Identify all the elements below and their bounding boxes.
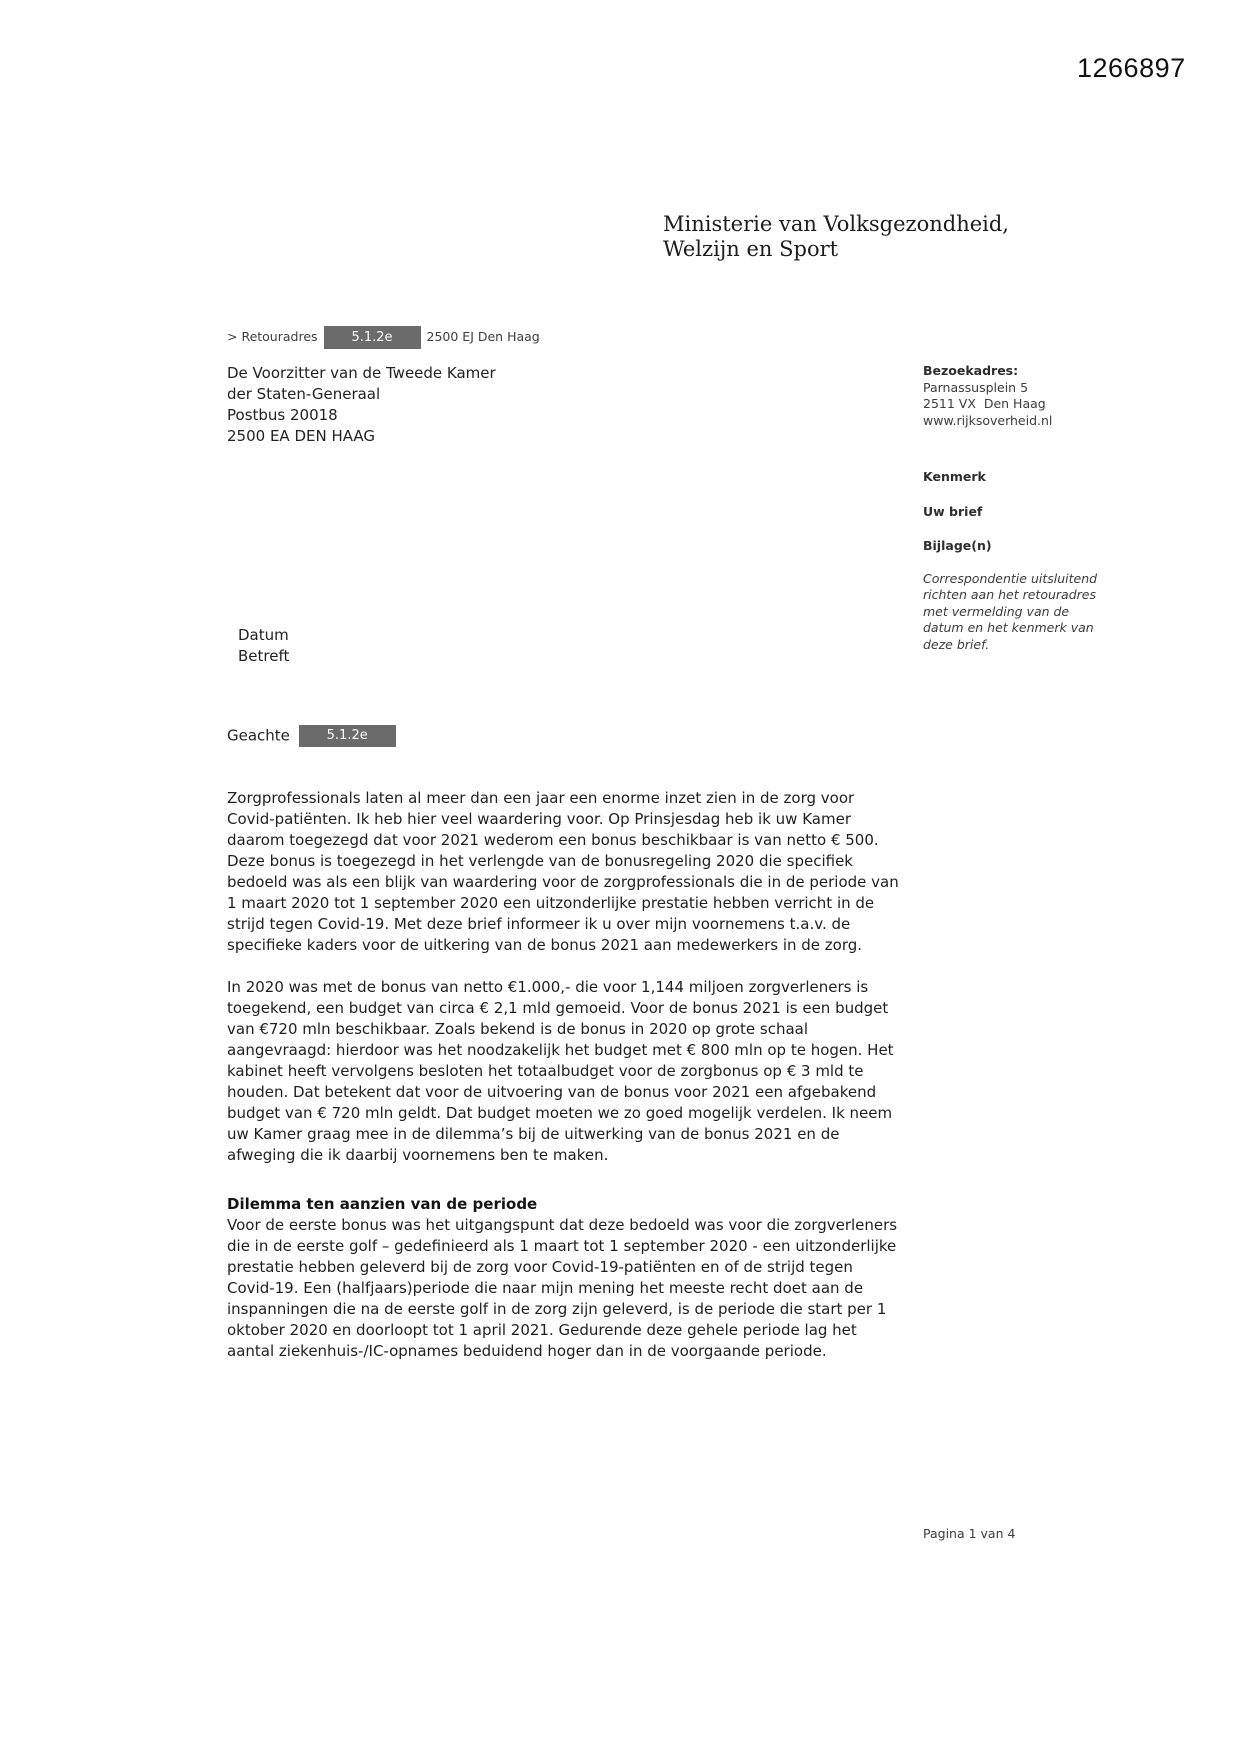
retouradres-suffix: 2500 EJ Den Haag <box>426 329 540 344</box>
bezoekadres-line: Parnassusplein 5 <box>923 379 1029 395</box>
bezoekadres-line: 2511 VX Den Haag <box>923 396 1046 411</box>
letter-meta <box>238 625 289 667</box>
ministry-name-line2: Welzijn en Sport <box>663 237 839 261</box>
body-paragraph: Voor de eerste bonus was het uitgangspunt dat deze bedoeld was voor die zorgverleners die in de eerste golf – gedefinieerd als 1 maart tot 1 september 2020 - een uitzonderlijke prestatie hebben geleverd bij de zorg voor Covid-19-patiënten en of de strijd tegen Covid-19. Een (halfjaars)periode die naar mijn mening het meeste recht doet aan de inspanningen die na de eerste golf in de zorg zijn geleverd, is de periode die start per 1 oktober 2020 en doorloopt tot 1 april 2021. Gedurende deze gehele periode lag het aantal ziekenhuis-/IC-opnames beduidend hoger dan in de voorgaande periode. <box>227 1216 898 1360</box>
recipient-line: der Staten-Generaal <box>227 385 381 403</box>
salutation-line <box>227 725 396 747</box>
body-paragraph: In 2020 was met de bonus van netto €1.000,- die voor 1,144 miljoen zorgverleners is toegekend, een budget van circa € 2,1 mld gemoeid. Voor de bonus 2021 is een budget van €720 mln beschikbaar. Zoals bekend is de bonus in 2020 op grote schaal aangevraagd: hierdoor was het noodzakelijk het budget met € 800 mln op te hogen. Het kabinet heeft vervolgens besloten het totaalbudget voor de zorgbonus op € 3 mld te houden. Dat betekent dat voor de uitvoering van de bonus voor 2021 een afgebakend budget van € 720 mln geldt. Dat budget moeten we zo goed mogelijk verdelen. Ik neem uw Kamer graag mee in de dilemma’s bij de uitwerking van de bonus 2021 en de afweging die ik daarbij voornemens ben te maken. <box>227 978 894 1164</box>
website-text: www.rijksoverheid.nl <box>923 412 1053 428</box>
recipient-address <box>227 363 496 447</box>
salutation-prefix: Geachte <box>227 726 290 745</box>
betreft-label: Betreft <box>238 647 290 665</box>
redaction-box: 5.1.2e <box>324 326 421 349</box>
info-sidebar <box>923 363 1113 653</box>
retouradres-line <box>227 325 540 349</box>
ministry-name-line1: Ministerie van Volksgezondheid, <box>663 212 1009 236</box>
bijlage-label: Bijlage(n) <box>923 538 992 553</box>
recipient-line: Postbus 20018 <box>227 406 338 424</box>
uw-brief-label: Uw brief <box>923 503 983 519</box>
correspondence-note: Correspondentie uitsluitend richten aan het retouradres met vermelding van de datum en het kenmerk van deze brief. <box>923 570 1102 652</box>
letter-body <box>227 788 903 1383</box>
document-number: 1266897 <box>1077 53 1186 83</box>
ministry-header <box>663 212 1009 262</box>
redaction-box: 5.1.2e <box>299 725 396 747</box>
body-paragraph: Zorgprofessionals laten al meer dan een jaar een enorme inzet zien in de zorg voor Covid-patiënten. Ik heb hier veel waardering voor. Op Prinsjesdag heb ik uw Kamer daarom toegezegd dat voor 2021 wederom een bonus beschikbaar is van netto € 500. Deze bonus is toegezegd in het verlengde van de bonusregeling 2020 die specifiek bedoeld was als een blijk van waardering voor de zorgprofessionals die in de periode van 1 maart 2020 tot 1 september 2020 een uitzonderlijke prestatie hebben verricht in de strijd tegen Covid-19. Met deze brief informeer ik u over mijn voornemens t.a.v. de specifieke kaders voor de uitkering van de bonus 2021 aan medewerkers in de zorg. <box>227 789 899 954</box>
bezoekadres-label: Bezoekadres: <box>923 363 1019 378</box>
recipient-line: De Voorzitter van de Tweede Kamer <box>227 364 496 382</box>
retouradres-prefix: > Retouradres <box>227 329 318 344</box>
kenmerk-label: Kenmerk <box>923 469 986 484</box>
datum-label: Datum <box>238 626 289 644</box>
section-heading: Dilemma ten aanzien van de periode <box>227 1195 538 1213</box>
recipient-line: 2500 EA DEN HAAG <box>227 427 376 445</box>
page-number: Pagina 1 van 4 <box>923 1526 1016 1541</box>
